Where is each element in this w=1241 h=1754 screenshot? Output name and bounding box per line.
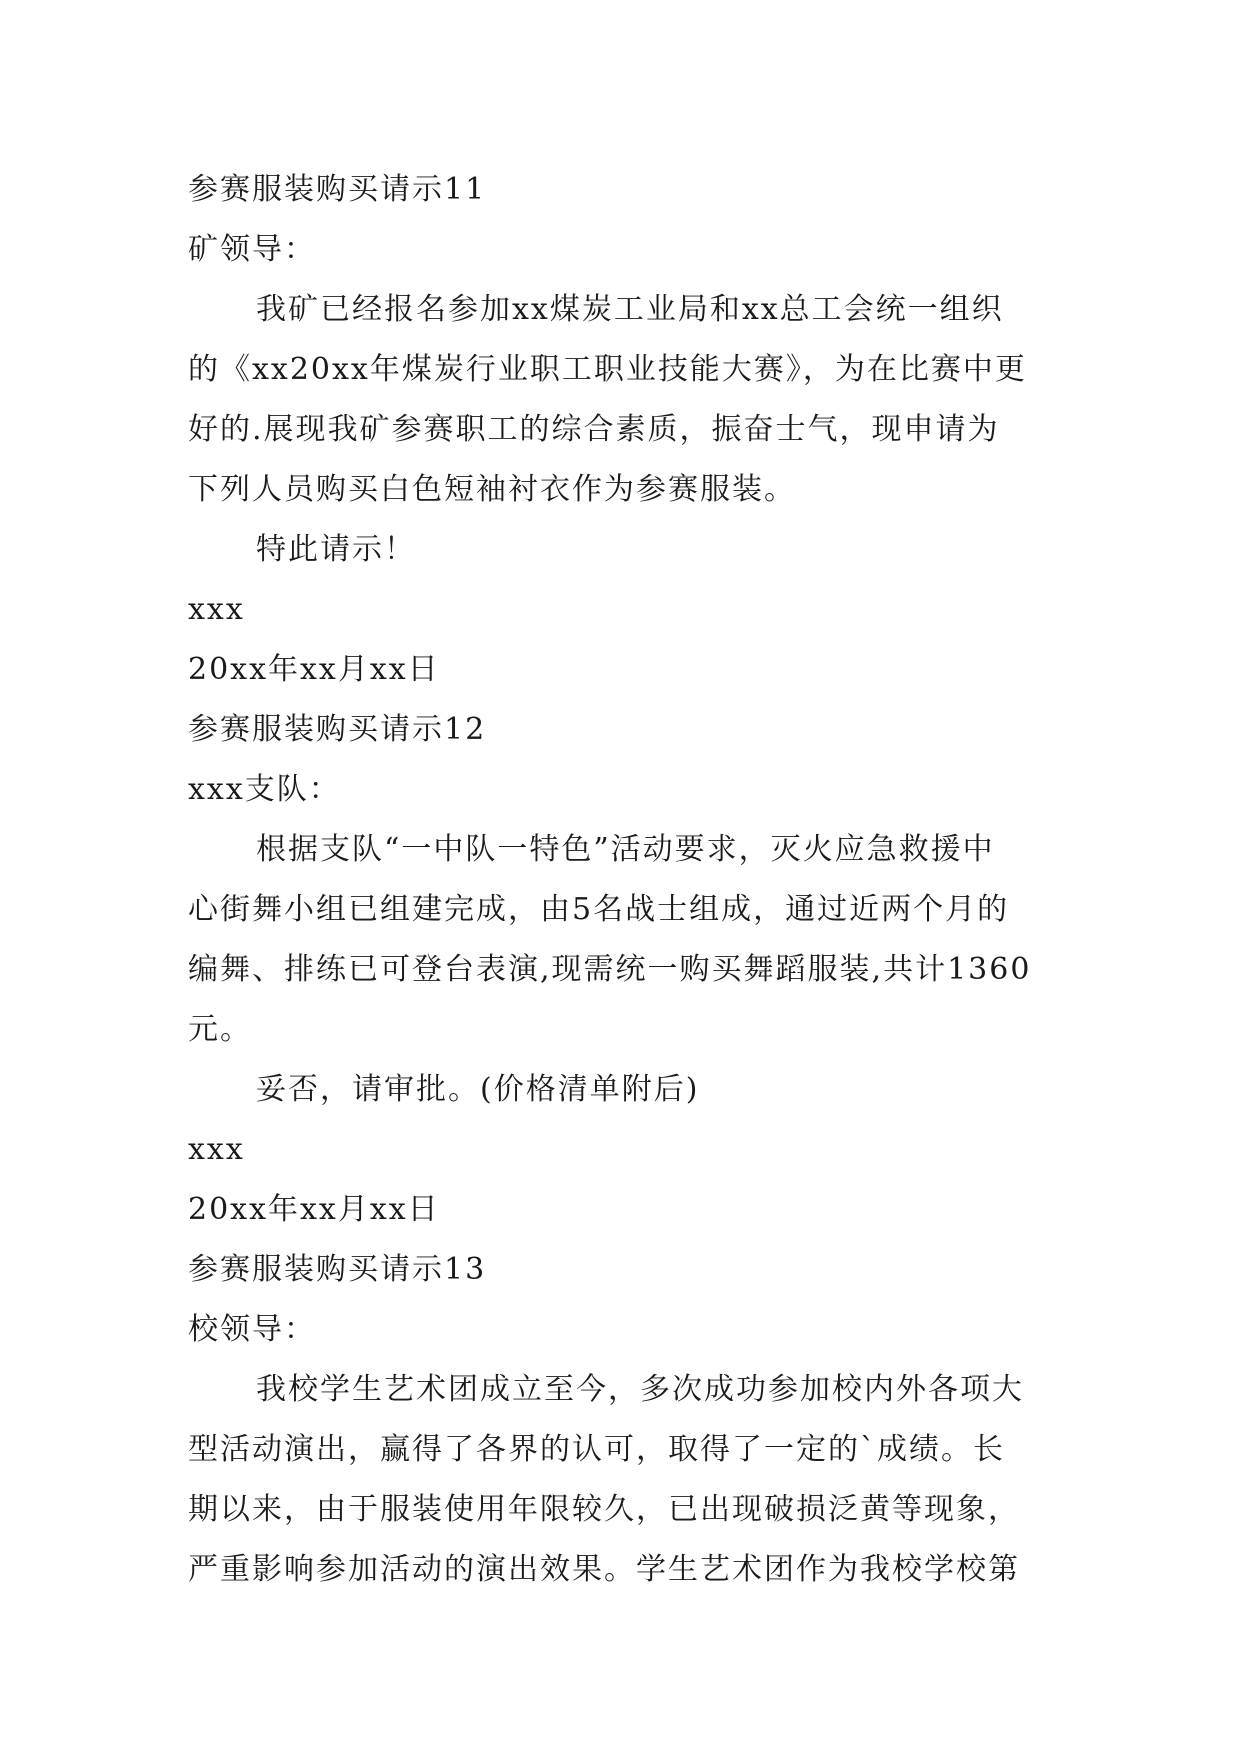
section-title: 参赛服装购买请示12: [188, 712, 487, 747]
body-line: 的《xx20xx年煤炭行业职工职业技能大赛》，为在比赛中更: [188, 352, 1027, 387]
date-line: 20xx年xx月xx日: [188, 1192, 440, 1227]
body-paragraph: [188, 820, 1054, 1060]
signer: xxx: [188, 592, 245, 627]
document-page: [188, 160, 1054, 1600]
body-line: 型活动演出，赢得了各界的认可，取得了一定的`成绩。长: [188, 1432, 1005, 1467]
body-line: 元。: [188, 1012, 252, 1047]
date-line: 20xx年xx月xx日: [188, 652, 440, 687]
salutation: xxx支队：: [188, 772, 341, 807]
closing-line: 特此请示！: [256, 532, 416, 567]
body-line: 严重影响参加活动的演出效果。学生艺术团作为我校学校第: [188, 1552, 1020, 1587]
body-line: 期以来，由于服装使用年限较久，已出现破损泛黄等现象，: [188, 1492, 1020, 1527]
body-line: 我矿已经报名参加xx煤炭工业局和xx总工会统一组织: [256, 292, 1004, 327]
body-paragraph: [188, 280, 1054, 520]
body-paragraph: [188, 1360, 1054, 1600]
body-line: 根据支队“一中队一特色”活动要求，灭火应急救援中: [256, 832, 995, 867]
body-line: 编舞、排练已可登台表演,现需统一购买舞蹈服装,共计1360: [188, 952, 1032, 987]
closing-line: 妥否，请审批。(价格清单附后): [256, 1072, 700, 1107]
section-title: 参赛服装购买请示13: [188, 1252, 487, 1287]
body-line: 下列人员购买白色短袖衬衣作为参赛服装。: [188, 472, 796, 507]
salutation: 校领导：: [188, 1312, 316, 1347]
signer: xxx: [188, 1132, 245, 1167]
salutation: 矿领导：: [188, 232, 316, 267]
body-line: 我校学生艺术团成立至今，多次成功参加校内外各项大: [256, 1372, 1024, 1407]
body-line: 心街舞小组已组建完成，由5名战士组成，通过近两个月的: [188, 892, 1010, 927]
section-title: 参赛服装购买请示11: [188, 172, 487, 207]
body-line: 好的.展现我矿参赛职工的综合素质，振奋士气，现申请为: [188, 412, 1000, 447]
